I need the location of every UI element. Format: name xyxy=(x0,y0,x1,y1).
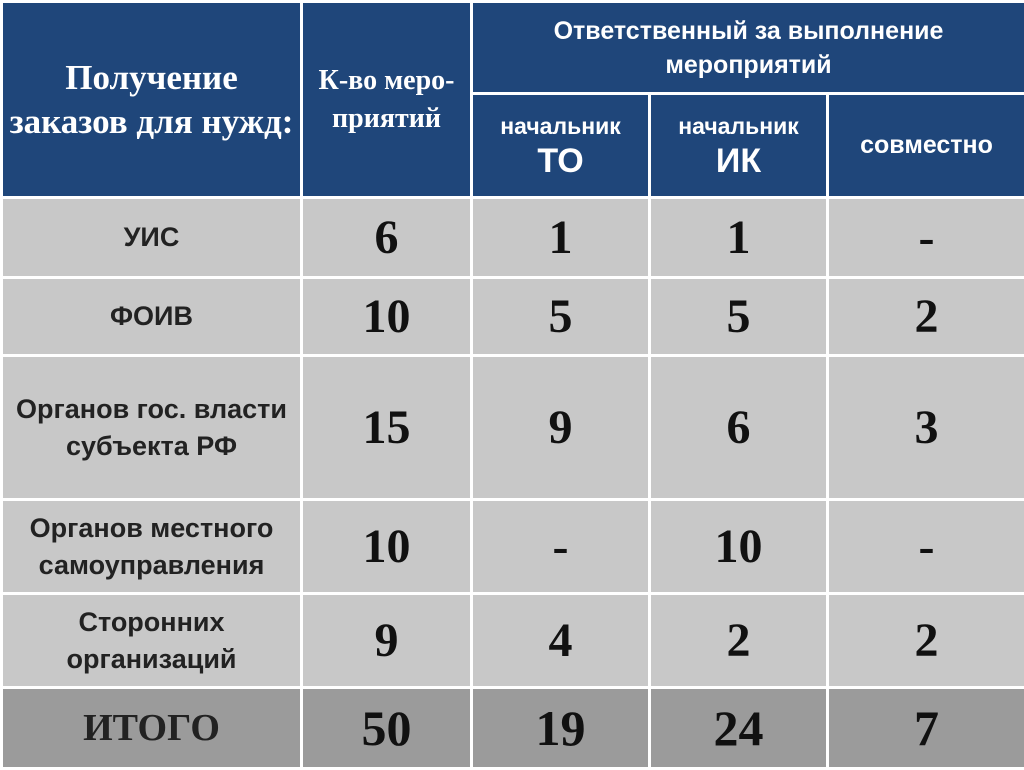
table-row xyxy=(2,356,1024,500)
row-count: 9 xyxy=(302,594,472,688)
header-head-to-unit: ТО xyxy=(473,141,648,181)
total-count: 50 xyxy=(302,688,472,769)
row-joint: - xyxy=(828,198,1024,278)
row-ik: 2 xyxy=(650,594,828,688)
row-joint: 3 xyxy=(828,356,1024,500)
header-head-ik-unit: ИК xyxy=(651,141,826,181)
total-ik: 24 xyxy=(650,688,828,769)
header-orders-for-needs: Получение заказов для нужд: xyxy=(2,2,302,198)
row-to: 9 xyxy=(472,356,650,500)
header-head-ik-title: начальник xyxy=(651,111,826,141)
table-row xyxy=(2,278,1024,356)
row-to: - xyxy=(472,500,650,594)
row-to: 4 xyxy=(472,594,650,688)
row-to: 1 xyxy=(472,198,650,278)
row-label: Сторонних организаций xyxy=(2,594,302,688)
row-count: 15 xyxy=(302,356,472,500)
row-ik: 5 xyxy=(650,278,828,356)
row-ik: 10 xyxy=(650,500,828,594)
row-to: 5 xyxy=(472,278,650,356)
row-count: 6 xyxy=(302,198,472,278)
row-label: УИС xyxy=(2,198,302,278)
row-ik: 1 xyxy=(650,198,828,278)
total-label: ИТОГО xyxy=(2,688,302,769)
table-row xyxy=(2,500,1024,594)
header-responsible: Ответственный за выполнение мероприятий xyxy=(472,2,1024,94)
header-joint: совместно xyxy=(828,94,1024,198)
row-label: ФОИВ xyxy=(2,278,302,356)
row-ik: 6 xyxy=(650,356,828,500)
row-joint: 2 xyxy=(828,594,1024,688)
header-head-to-title: начальник xyxy=(473,111,648,141)
header-head-to xyxy=(472,94,650,198)
row-joint: - xyxy=(828,500,1024,594)
row-label: Органов гос. власти субъекта РФ xyxy=(2,356,302,500)
row-count: 10 xyxy=(302,500,472,594)
total-joint: 7 xyxy=(828,688,1024,769)
row-label: Органов местного самоуправления xyxy=(2,500,302,594)
total-to: 19 xyxy=(472,688,650,769)
total-row xyxy=(2,688,1024,769)
row-joint: 2 xyxy=(828,278,1024,356)
table-row xyxy=(2,594,1024,688)
header-head-ik xyxy=(650,94,828,198)
table-row xyxy=(2,198,1024,278)
header-event-count: К-во меро-приятий xyxy=(302,2,472,198)
row-count: 10 xyxy=(302,278,472,356)
